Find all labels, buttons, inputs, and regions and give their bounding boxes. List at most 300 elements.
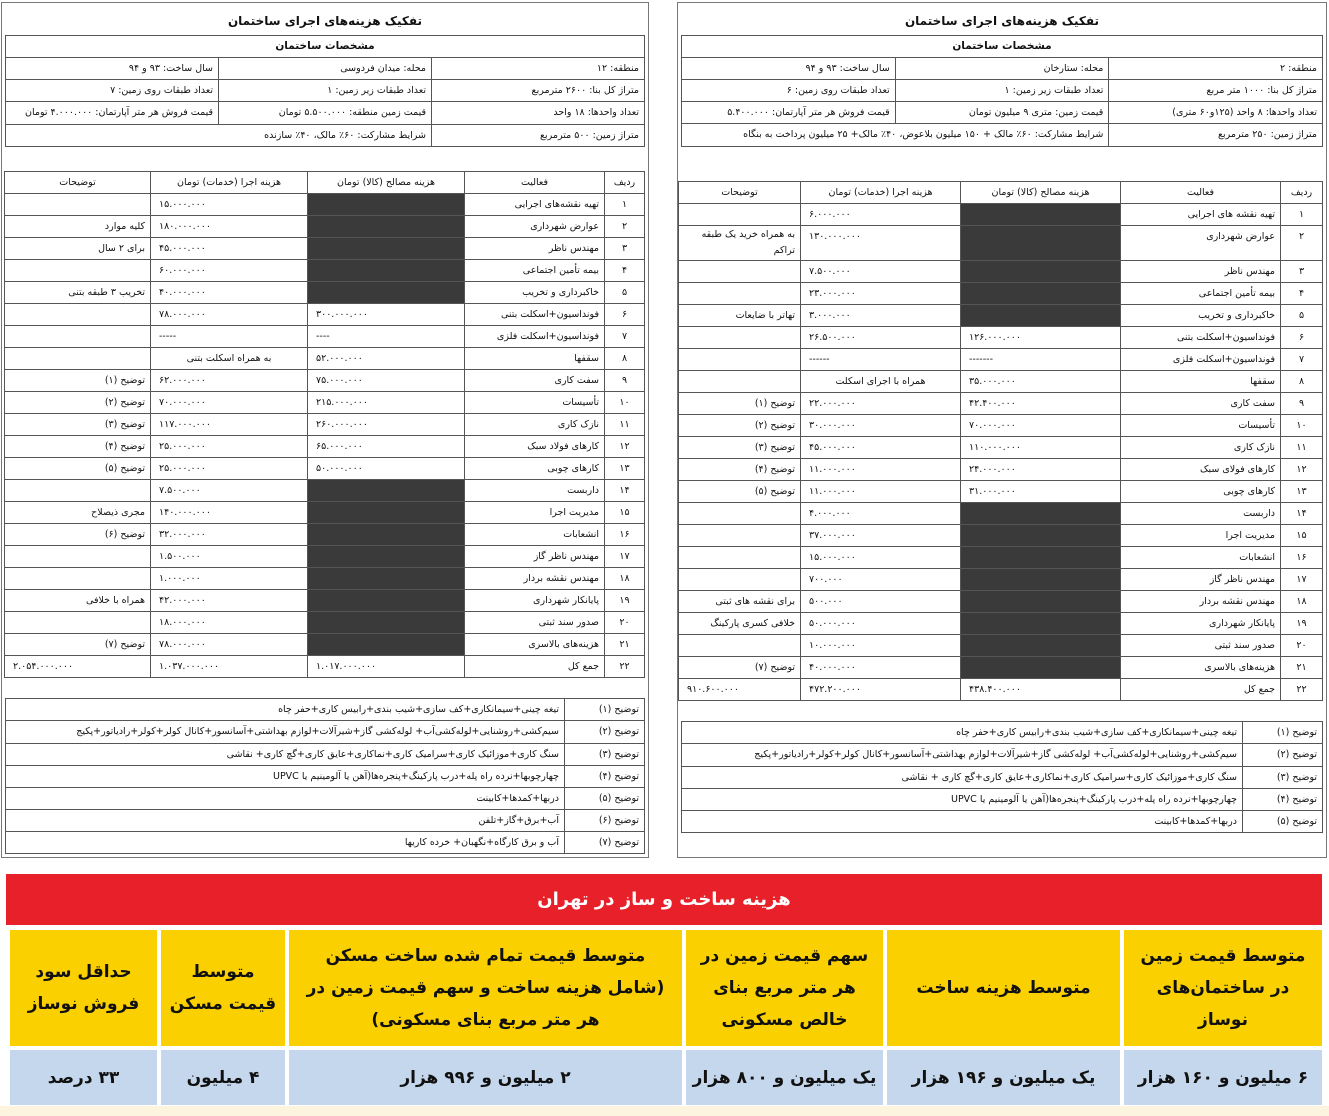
material-cost-cell: ------- [961, 349, 1121, 371]
grand-total-cell: ۹۱۰.۶۰۰.۰۰۰ [679, 679, 801, 701]
execution-cost-cell: ۴۰.۰۰۰.۰۰۰ [801, 657, 961, 679]
spec-cell: تعداد طبقات زیر زمین: ۱ [895, 80, 1109, 102]
note-cell [5, 568, 151, 590]
row-number: ۴ [605, 260, 645, 282]
activity-cell: مهندس نقشه بردار [1121, 591, 1281, 613]
column-header: فعالیت [1121, 182, 1281, 204]
cost-row [679, 261, 1323, 283]
note-cell [5, 546, 151, 568]
row-number: ۱۴ [1281, 503, 1323, 525]
note-cell [5, 480, 151, 502]
cost-row [679, 679, 1323, 701]
right-cost-panel [1, 2, 649, 858]
execution-cost-cell: ۱۵.۰۰۰.۰۰۰ [151, 194, 308, 216]
row-number: ۶ [1281, 327, 1323, 349]
note-row [682, 744, 1323, 767]
material-cost-cell: ---- [308, 326, 465, 348]
cost-row [679, 393, 1323, 415]
note-label: توضیح (۲) [1243, 744, 1323, 767]
cost-row [5, 502, 645, 524]
activity-cell: سقفها [1121, 371, 1281, 393]
note-text: چهارچوبها+نرده راه پله+درب پارکینگ+پنجره‌ها(آهن یا آلومینیم یا UPVC [6, 766, 565, 788]
row-number: ۷ [1281, 349, 1323, 371]
activity-cell: نازک کاری [1121, 437, 1281, 459]
note-text: سنگ کاری+موزائیک کاری+سرامیک کاری+نماکاری+عایق کاری+گچ کاری+ نقاشی [6, 744, 565, 766]
column-header: توضیحات [679, 182, 801, 204]
execution-cost-cell: ۳۰.۰۰۰.۰۰۰ [801, 415, 961, 437]
spec-cell: تعداد طبقات زیر زمین: ۱ [219, 80, 432, 102]
note-cell: برای ۲ سال [5, 238, 151, 260]
cost-row [5, 392, 645, 414]
note-cell [679, 261, 801, 283]
material-cell-blank [961, 226, 1121, 261]
grand-total-cell: ۲.۰۵۴.۰۰۰.۰۰۰ [5, 656, 151, 678]
material-cost-cell: ۷۰.۰۰۰.۰۰۰ [961, 415, 1121, 437]
activity-cell: کارهای فولاد سبک [465, 436, 605, 458]
execution-cost-cell: ۱۴۰.۰۰۰.۰۰۰ [151, 502, 308, 524]
summary-value-2: یک میلیون و ۱۹۶ هزار [887, 1050, 1120, 1105]
cost-row [679, 283, 1323, 305]
column-header: هزینه اجرا (خدمات) تومان [801, 182, 961, 204]
note-row [6, 766, 645, 788]
spec-cell: متراژ زمین: ۵۰۰ مترمربع [432, 125, 645, 147]
note-cell [5, 194, 151, 216]
note-cell: توضیح (۵) [679, 481, 801, 503]
cost-row [679, 481, 1323, 503]
note-cell [679, 569, 801, 591]
note-label: توضیح (۴) [565, 766, 645, 788]
execution-cost-cell: ----- [151, 326, 308, 348]
material-cell-blank [308, 590, 465, 612]
note-row [682, 789, 1323, 811]
row-number: ۹ [605, 370, 645, 392]
specs-table [681, 35, 1323, 147]
cost-row [5, 590, 645, 612]
spec-row [682, 102, 1323, 124]
activity-cell: فونداسیون+اسکلت فلزی [465, 326, 605, 348]
activity-cell: فونداسیون+اسکلت فلزی [1121, 349, 1281, 371]
cost-row [679, 635, 1323, 657]
activity-cell: مدیریت اجرا [465, 502, 605, 524]
spec-cell: شرایط مشارکت: ۶۰٪ مالک، ۴۰٪ سازنده [6, 125, 432, 147]
cost-row [679, 415, 1323, 437]
spacer [681, 701, 1323, 721]
note-cell: تهاتر با ضایعات [679, 305, 801, 327]
execution-cost-cell: ۱۸۰.۰۰۰.۰۰۰ [151, 216, 308, 238]
material-cell-blank [308, 524, 465, 546]
note-cell: توضیح (۳) [679, 437, 801, 459]
note-cell: همراه با خلافی [5, 590, 151, 612]
row-number: ۲۱ [1281, 657, 1323, 679]
spec-row [6, 58, 645, 80]
execution-cost-cell: ۵۰.۰۰۰.۰۰۰ [801, 613, 961, 635]
material-cell-blank [308, 546, 465, 568]
summary-header-4: متوسط قیمت تمام شده ساخت مسکن (شامل هزینه ساخت و سهم قیمت زمین در هر متر مربع بنای مسکونی) [289, 930, 682, 1046]
note-cell: توضیح (۱) [679, 393, 801, 415]
row-number: ۲ [1281, 226, 1323, 261]
note-label: توضیح (۶) [565, 810, 645, 832]
execution-cost-cell: ۷۰.۰۰۰.۰۰۰ [151, 392, 308, 414]
note-cell: کلیه موارد [5, 216, 151, 238]
activity-cell: مهندس نقشه بردار [465, 568, 605, 590]
note-cell: توضیح (۱) [5, 370, 151, 392]
cost-row [5, 282, 645, 304]
note-text: آب+برق+گاز+تلفن [6, 810, 565, 832]
execution-cost-cell: ۵۰۰.۰۰۰ [801, 591, 961, 613]
note-cell [679, 547, 801, 569]
activity-cell: مدیریت اجرا [1121, 525, 1281, 547]
summary-header-6: حداقل سود فروش نوساز [10, 930, 157, 1046]
cost-row [679, 459, 1323, 481]
material-cost-cell: ۷۵.۰۰۰.۰۰۰ [308, 370, 465, 392]
execution-cost-cell: به همراه اسکلت بتنی [151, 348, 308, 370]
note-cell: توضیح (۳) [5, 414, 151, 436]
note-label: توضیح (۱) [565, 699, 645, 721]
cost-row [679, 547, 1323, 569]
spacer [5, 147, 645, 171]
left-cost-panel [677, 2, 1327, 858]
material-cell-blank [308, 282, 465, 304]
spacer [5, 678, 645, 698]
note-cell [679, 204, 801, 226]
spec-cell: قیمت زمین منطقه: ۵.۵۰۰.۰۰۰ تومان [219, 102, 432, 125]
row-number: ۱۷ [1281, 569, 1323, 591]
summary-grid [6, 930, 1322, 1105]
note-cell: مجری ذیصلاح [5, 502, 151, 524]
cost-row [5, 260, 645, 282]
note-label: توضیح (۳) [565, 744, 645, 766]
spec-cell: قیمت فروش هر متر آپارتمان: ۴.۰۰۰.۰۰۰ تومان [6, 102, 219, 125]
cost-row [5, 458, 645, 480]
cost-row [5, 436, 645, 458]
cost-row [679, 327, 1323, 349]
specs-title: مشخصات ساختمان [6, 36, 645, 58]
notes-table [681, 721, 1323, 833]
cost-row [5, 216, 645, 238]
material-cost-cell: ۴۳۸.۴۰۰.۰۰۰ [961, 679, 1121, 701]
row-number: ۵ [605, 282, 645, 304]
row-number: ۲۰ [605, 612, 645, 634]
spec-cell: متراژ زمین: ۲۵۰ مترمربع [1109, 124, 1323, 147]
column-header: هزینه اجرا (خدمات) تومان [151, 172, 308, 194]
material-cost-cell: ۲۴.۰۰۰.۰۰۰ [961, 459, 1121, 481]
execution-cost-cell: ۴۵.۰۰۰.۰۰۰ [801, 437, 961, 459]
execution-cost-cell: ۳۲.۰۰۰.۰۰۰ [151, 524, 308, 546]
row-number: ۱ [605, 194, 645, 216]
cost-row [5, 568, 645, 590]
activity-cell: جمع کل [465, 656, 605, 678]
spec-row [6, 102, 645, 125]
row-number: ۱۳ [1281, 481, 1323, 503]
spec-row [6, 80, 645, 102]
row-number: ۱۸ [605, 568, 645, 590]
row-number: ۴ [1281, 283, 1323, 305]
activity-cell: کارهای چوبی [1121, 481, 1281, 503]
specs-table [5, 35, 645, 147]
activity-cell: جمع کل [1121, 679, 1281, 701]
note-row [6, 788, 645, 810]
note-cell [5, 612, 151, 634]
row-number: ۵ [1281, 305, 1323, 327]
cost-row [5, 524, 645, 546]
execution-cost-cell: ۳۷.۰۰۰.۰۰۰ [801, 525, 961, 547]
spacer [681, 147, 1323, 181]
note-text: چهارچوبها+نرده راه پله+درب پارکینگ+پنجره‌ها(آهن یا آلومینیم یا UPVC [682, 789, 1243, 811]
cost-row [679, 569, 1323, 591]
note-cell: توضیح (۲) [679, 415, 801, 437]
note-cell: توضیح (۴) [679, 459, 801, 481]
material-cell-blank [308, 260, 465, 282]
cost-row [679, 437, 1323, 459]
spec-cell: محله: ستارخان [895, 58, 1109, 80]
execution-cost-cell: ۱۳۰.۰۰۰.۰۰۰ [801, 226, 961, 261]
spec-cell: قیمت زمین: متری ۹ میلیون تومان [895, 102, 1109, 124]
row-number: ۸ [605, 348, 645, 370]
summary-header-2: متوسط هزینه ساخت [887, 930, 1120, 1046]
cost-row [5, 634, 645, 656]
activity-cell: فونداسیون+اسکلت بتنی [1121, 327, 1281, 349]
column-header: توضیحات [5, 172, 151, 194]
cost-row [5, 414, 645, 436]
row-number: ۷ [605, 326, 645, 348]
cost-row [5, 370, 645, 392]
execution-cost-cell: ۱۸.۰۰۰.۰۰۰ [151, 612, 308, 634]
activity-cell: تهیه نقشه های اجرایی [1121, 204, 1281, 226]
row-number: ۱۳ [605, 458, 645, 480]
spec-row [682, 80, 1323, 102]
note-cell [5, 260, 151, 282]
material-cell-blank [961, 569, 1121, 591]
activity-cell: نازک کاری [465, 414, 605, 436]
execution-cost-cell: همراه با اجرای اسکلت [801, 371, 961, 393]
note-row [6, 810, 645, 832]
execution-cost-cell: ۱۱۷.۰۰۰.۰۰۰ [151, 414, 308, 436]
spec-cell: تعداد واحدها: ۱۸ واحد [432, 102, 645, 125]
note-row [682, 722, 1323, 744]
spec-cell: سال ساخت: ۹۳ و ۹۴ [682, 58, 896, 80]
cost-row [679, 371, 1323, 393]
cost-row [679, 657, 1323, 679]
activity-cell: بیمه تأمین اجتماعی [465, 260, 605, 282]
cost-row [679, 226, 1323, 261]
spec-cell: محله: میدان فردوسی [219, 58, 432, 80]
execution-cost-cell: ۲۵.۰۰۰.۰۰۰ [151, 436, 308, 458]
summary-header-3: سهم قیمت زمین در هر متر مربع بنای خالص مسکونی [686, 930, 883, 1046]
material-cost-cell: ۲۱۵.۰۰۰.۰۰۰ [308, 392, 465, 414]
activity-cell: سفت کاری [465, 370, 605, 392]
execution-cost-cell: ۶۲.۰۰۰.۰۰۰ [151, 370, 308, 392]
note-cell: توضیح (۷) [5, 634, 151, 656]
execution-cost-cell: ------ [801, 349, 961, 371]
cost-header-row [679, 182, 1323, 204]
spec-cell: تعداد طبقات روی زمین: ۶ [682, 80, 896, 102]
column-header: ردیف [605, 172, 645, 194]
column-header: هزینه مصالح (کالا) تومان [308, 172, 465, 194]
note-label: توضیح (۵) [565, 788, 645, 810]
row-number: ۱۵ [1281, 525, 1323, 547]
spec-cell: سال ساخت: ۹۳ و ۹۴ [6, 58, 219, 80]
row-number: ۱۲ [605, 436, 645, 458]
execution-cost-cell: ۱.۵۰۰.۰۰۰ [151, 546, 308, 568]
execution-cost-cell: ۶۰.۰۰۰.۰۰۰ [151, 260, 308, 282]
material-cell-blank [961, 613, 1121, 635]
row-number: ۲۰ [1281, 635, 1323, 657]
specs-header-row [682, 36, 1323, 58]
note-cell [5, 348, 151, 370]
note-cell: توضیح (۵) [5, 458, 151, 480]
spec-cell: متراژ کل بنا: ۲۶۰۰ مترمربع [432, 80, 645, 102]
activity-cell: سفت کاری [1121, 393, 1281, 415]
execution-cost-cell: ۲۶.۵۰۰.۰۰۰ [801, 327, 961, 349]
row-number: ۱۹ [605, 590, 645, 612]
activity-cell: مهندس ناظر [465, 238, 605, 260]
activity-cell: پایانکار شهرداری [465, 590, 605, 612]
spec-cell: قیمت فروش هر متر آپارتمان: ۵.۴۰۰.۰۰۰ [682, 102, 896, 124]
summary-value-3: یک میلیون و ۸۰۰ هزار [686, 1050, 883, 1105]
spec-cell: منطقه: ۱۲ [432, 58, 645, 80]
material-cost-cell: ۱۱۰.۰۰۰.۰۰۰ [961, 437, 1121, 459]
note-text: دربها+کمدها+کابینت [6, 788, 565, 810]
panel-title: تفکیک هزینه‌های اجرای ساختمان [904, 14, 1100, 28]
activity-cell: کارهای چوبی [465, 458, 605, 480]
spec-row [682, 58, 1323, 80]
material-cost-cell: ۴۲.۴۰۰.۰۰۰ [961, 393, 1121, 415]
cost-row [679, 305, 1323, 327]
summary-value-1: ۶ میلیون و ۱۶۰ هزار [1124, 1050, 1322, 1105]
note-text: سیم‌کشی+روشنایی+لوله‌کشی‌آب+ لوله‌کشی گاز+شیرآلات+لوازم بهداشتی+آسانسور+کانال کولر+کولر+رادیاتور+پکیج [682, 744, 1243, 767]
material-cost-cell: ۳۵.۰۰۰.۰۰۰ [961, 371, 1121, 393]
execution-cost-cell: ۱.۰۰۰.۰۰۰ [151, 568, 308, 590]
note-cell: به همراه خرید یک طبقه تراکم [679, 226, 801, 261]
note-row [6, 699, 645, 721]
spec-cell: تعداد طبقات روی زمین: ۷ [6, 80, 219, 102]
cost-row [679, 204, 1323, 226]
execution-cost-cell: ۲۳.۰۰۰.۰۰۰ [801, 283, 961, 305]
activity-cell: پایانکار شهرداری [1121, 613, 1281, 635]
row-number: ۱۸ [1281, 591, 1323, 613]
activity-cell: تأسیسات [1121, 415, 1281, 437]
note-cell: توضیح (۴) [5, 436, 151, 458]
activity-cell: داربست [1121, 503, 1281, 525]
spec-row [682, 124, 1323, 147]
cost-table [678, 181, 1323, 701]
material-cell-blank [308, 634, 465, 656]
panel-title: تفکیک هزینه‌های اجرای ساختمان [227, 14, 423, 28]
row-number: ۱۱ [1281, 437, 1323, 459]
cost-row [5, 238, 645, 260]
activity-cell: مهندس ناظر [1121, 261, 1281, 283]
specs-header-row [6, 36, 645, 58]
material-cell-blank [961, 503, 1121, 525]
row-number: ۱۷ [605, 546, 645, 568]
cost-row [5, 480, 645, 502]
note-label: توضیح (۵) [1243, 811, 1323, 833]
activity-cell: مهندس ناظر گاز [1121, 569, 1281, 591]
note-text: سیم‌کشی+روشنایی+لوله‌کشی‌آب+ لوله‌کشی گاز+شیرآلات+لوازم بهداشتی+آسانسور+کانال کولر+کولر+رادیاتور+پکیج [6, 721, 565, 744]
cost-header-row [5, 172, 645, 194]
activity-cell: فونداسیون+اسکلت بتنی [465, 304, 605, 326]
row-number: ۱۰ [605, 392, 645, 414]
row-number: ۸ [1281, 371, 1323, 393]
cost-table [4, 171, 645, 678]
material-cost-cell: ۶۵.۰۰۰.۰۰۰ [308, 436, 465, 458]
notes-table [5, 698, 645, 854]
row-number: ۲ [605, 216, 645, 238]
activity-cell: صدور سند ثبتی [1121, 635, 1281, 657]
row-number: ۱۹ [1281, 613, 1323, 635]
cost-row [679, 613, 1323, 635]
cost-row [679, 349, 1323, 371]
execution-cost-cell: ۴۰.۰۰۰.۰۰۰ [151, 282, 308, 304]
material-cost-cell: ۱۲۶.۰۰۰.۰۰۰ [961, 327, 1121, 349]
material-cell-blank [961, 657, 1121, 679]
activity-cell: کارهای فولای سبک [1121, 459, 1281, 481]
material-cell-blank [308, 216, 465, 238]
row-number: ۲۲ [605, 656, 645, 678]
activity-cell: هزینه‌های بالاسری [1121, 657, 1281, 679]
note-label: توضیح (۳) [1243, 767, 1323, 789]
material-cell-blank [961, 305, 1121, 327]
material-cell-blank [308, 502, 465, 524]
note-label: توضیح (۷) [565, 832, 645, 854]
note-cell [679, 327, 801, 349]
row-number: ۱ [1281, 204, 1323, 226]
column-header: هزینه مصالح (کالا) تومان [961, 182, 1121, 204]
row-number: ۹ [1281, 393, 1323, 415]
material-cost-cell: ۵۲.۰۰۰.۰۰۰ [308, 348, 465, 370]
activity-cell: بیمه تأمین اجتماعی [1121, 283, 1281, 305]
execution-cost-cell: ۷۸.۰۰۰.۰۰۰ [151, 634, 308, 656]
activity-cell: انشعابات [465, 524, 605, 546]
row-number: ۶ [605, 304, 645, 326]
note-cell [679, 283, 801, 305]
note-cell [679, 635, 801, 657]
row-number: ۲۱ [605, 634, 645, 656]
cost-row [5, 348, 645, 370]
material-cell-blank [961, 547, 1121, 569]
activity-cell: تأسیسات [465, 392, 605, 414]
execution-cost-cell: ۱.۰۳۷.۰۰۰.۰۰۰ [151, 656, 308, 678]
activity-cell: هزینه‌های بالاسری [465, 634, 605, 656]
note-cell: توضیح (۶) [5, 524, 151, 546]
note-row [682, 767, 1323, 789]
execution-cost-cell: ۱۵.۰۰۰.۰۰۰ [801, 547, 961, 569]
note-label: توضیح (۲) [565, 721, 645, 744]
column-header: ردیف [1281, 182, 1323, 204]
material-cell-blank [961, 204, 1121, 226]
note-cell [679, 371, 801, 393]
material-cost-cell: ۵۰.۰۰۰.۰۰۰ [308, 458, 465, 480]
material-cell-blank [308, 568, 465, 590]
activity-cell: عوارض شهرداری [1121, 226, 1281, 261]
activity-cell: خاکبرداری و تخریب [465, 282, 605, 304]
cost-row [5, 304, 645, 326]
summary-value-6: ۳۳ درصد [10, 1050, 157, 1105]
note-row [6, 832, 645, 854]
activity-cell: صدور سند ثبتی [465, 612, 605, 634]
material-cell-blank [961, 591, 1121, 613]
spec-cell: متراژ کل بنا: ۱۰۰۰ متر مربع [1109, 80, 1323, 102]
note-cell: برای نقشه های ثبتی [679, 591, 801, 613]
summary-value-4: ۲ میلیون و ۹۹۶ هزار [289, 1050, 682, 1105]
summary-value-5: ۴ میلیون [161, 1050, 285, 1105]
note-label: توضیح (۱) [1243, 722, 1323, 744]
activity-cell: عوارض شهرداری [465, 216, 605, 238]
note-cell: توضیح (۷) [679, 657, 801, 679]
execution-cost-cell: ۴۷۲.۲۰۰.۰۰۰ [801, 679, 961, 701]
row-number: ۳ [605, 238, 645, 260]
execution-cost-cell: ۲۵.۰۰۰.۰۰۰ [151, 458, 308, 480]
